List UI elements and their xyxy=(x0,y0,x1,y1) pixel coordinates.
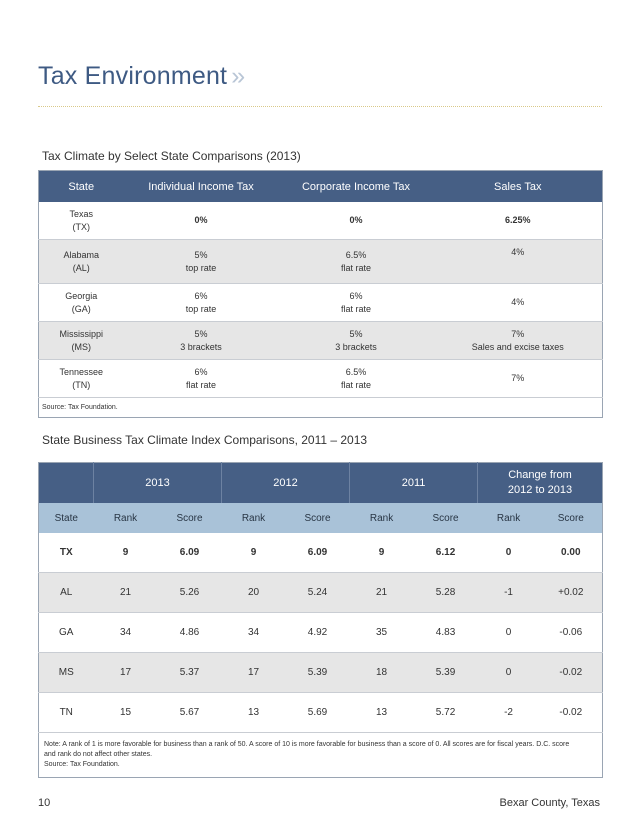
table-cell: 0 xyxy=(478,613,540,653)
table2-row-ms xyxy=(39,653,603,693)
table2-row-al xyxy=(39,573,603,613)
table1-header-state: State xyxy=(39,171,124,203)
table2-row-tn xyxy=(39,693,603,733)
state-cell xyxy=(39,240,124,284)
table-cell: 21 xyxy=(94,573,158,613)
table-cell: 4.92 xyxy=(286,613,350,653)
state-cell xyxy=(39,322,124,360)
sales-rate: 6.25% xyxy=(504,215,531,225)
income-cell xyxy=(124,322,279,360)
state-name: Mississippi xyxy=(59,328,103,339)
page-number: 10 xyxy=(38,797,51,809)
sales-rate: 4% xyxy=(511,247,525,257)
state-cell xyxy=(39,202,124,240)
table2-year-row xyxy=(39,463,603,504)
table1-row-tn xyxy=(39,360,603,398)
page-title xyxy=(38,62,245,91)
state-cell xyxy=(39,360,124,398)
table2-note-row xyxy=(39,733,603,778)
sales-note: Sales and excise taxes xyxy=(471,341,564,352)
table-cell: 0.00 xyxy=(540,533,603,573)
state-name: Tennessee xyxy=(59,366,104,377)
table2-source: Source: Tax Foundation. xyxy=(44,761,120,768)
subheader-state: State xyxy=(39,503,94,533)
subheader-score: Score xyxy=(286,503,350,533)
corporate-note: 3 brackets xyxy=(335,341,377,352)
page-title-text: Tax Environment xyxy=(38,62,228,90)
title-divider xyxy=(38,106,602,107)
table1-row-ms xyxy=(39,322,603,360)
table-cell: 5.28 xyxy=(414,573,478,613)
table1-header-row xyxy=(39,171,603,203)
table2-note xyxy=(39,733,603,778)
table1-row-al xyxy=(39,240,603,284)
income-rate: 6% xyxy=(194,290,208,301)
state-abbr: (TN) xyxy=(72,379,91,390)
subheader-score: Score xyxy=(540,503,603,533)
table-cell: 5.39 xyxy=(286,653,350,693)
sales-cell xyxy=(434,360,603,398)
table-cell: 9 xyxy=(222,533,286,573)
table1-source-row xyxy=(39,398,603,418)
table-cell: 13 xyxy=(222,693,286,733)
corporate-note: flat rate xyxy=(340,379,371,390)
table-cell: TN xyxy=(39,693,94,733)
corporate-rate: 5% xyxy=(349,328,363,339)
table-cell: 9 xyxy=(350,533,414,573)
state-abbr: (TX) xyxy=(72,221,90,232)
table-cell: 9 xyxy=(94,533,158,573)
table-cell: 0 xyxy=(478,533,540,573)
corporate-note: flat rate xyxy=(340,303,371,314)
table-cell: 17 xyxy=(94,653,158,693)
table-cell: 6.12 xyxy=(414,533,478,573)
table-cell: 20 xyxy=(222,573,286,613)
subheader-rank: Rank xyxy=(222,503,286,533)
income-note: 3 brackets xyxy=(180,341,222,352)
table-cell: 6.09 xyxy=(286,533,350,573)
change-header xyxy=(478,463,603,504)
state-abbr: (AL) xyxy=(72,262,90,273)
change-header-line1: Change from xyxy=(508,469,572,481)
table-cell: 18 xyxy=(350,653,414,693)
table2-title: State Business Tax Climate Index Comparisons, 2011 – 2013 xyxy=(42,433,368,447)
table-cell: 5.37 xyxy=(158,653,222,693)
sales-rate: 7% xyxy=(511,373,525,383)
corporate-cell xyxy=(279,284,434,322)
year-2013: 2013 xyxy=(94,463,222,504)
table-cell: 17 xyxy=(222,653,286,693)
table2-row-ga xyxy=(39,613,603,653)
income-rate: 5% xyxy=(194,328,208,339)
income-rate: 0% xyxy=(194,215,208,225)
corporate-rate: 6% xyxy=(349,290,363,301)
sales-rate: 4% xyxy=(511,297,525,307)
income-note: flat rate xyxy=(185,379,216,390)
state-abbr: (MS) xyxy=(71,341,91,352)
table-cell: MS xyxy=(39,653,94,693)
table-cell: 34 xyxy=(94,613,158,653)
corporate-cell xyxy=(279,240,434,284)
table1-header-corporate: Corporate Income Tax xyxy=(279,171,434,203)
subheader-score: Score xyxy=(158,503,222,533)
income-rate: 5% xyxy=(194,249,208,260)
table-cell: AL xyxy=(39,573,94,613)
income-cell xyxy=(124,360,279,398)
table2-subheader-row xyxy=(39,503,603,533)
table-cell: 34 xyxy=(222,613,286,653)
table1-header-sales: Sales Tax xyxy=(434,171,603,203)
sales-cell xyxy=(434,202,603,240)
table1-row-ga xyxy=(39,284,603,322)
corporate-rate: 0% xyxy=(349,215,363,225)
sales-cell xyxy=(434,322,603,360)
table-cell: 5.67 xyxy=(158,693,222,733)
sales-cell xyxy=(434,240,603,284)
business-tax-index-table xyxy=(38,462,603,778)
table-cell: 15 xyxy=(94,693,158,733)
note-line-1: Note: A rank of 1 is more favorable for business than a rank of 50. A score of 10 is more favorable for business than a score of 0. All scores are for fiscal years. D.C. score xyxy=(44,741,570,748)
table1-title: Tax Climate by Select State Comparisons (2013) xyxy=(42,149,301,163)
state-name: Texas xyxy=(69,208,93,219)
table-cell: 5.26 xyxy=(158,573,222,613)
table-cell: 0 xyxy=(478,653,540,693)
sales-cell xyxy=(434,284,603,322)
table-cell: -2 xyxy=(478,693,540,733)
corporate-rate: 6.5% xyxy=(345,366,367,377)
table-cell: 6.09 xyxy=(158,533,222,573)
income-note: top rate xyxy=(185,303,217,314)
subheader-rank: Rank xyxy=(350,503,414,533)
table-cell: 21 xyxy=(350,573,414,613)
table-cell: +0.02 xyxy=(540,573,603,613)
corporate-cell xyxy=(279,360,434,398)
table2-row-tx xyxy=(39,533,603,573)
table-cell: 5.24 xyxy=(286,573,350,613)
corporate-cell xyxy=(279,202,434,240)
subheader-score: Score xyxy=(414,503,478,533)
table-cell: 4.83 xyxy=(414,613,478,653)
subheader-rank: Rank xyxy=(94,503,158,533)
state-name: Georgia xyxy=(65,290,98,301)
income-rate: 6% xyxy=(194,366,208,377)
table-cell: 35 xyxy=(350,613,414,653)
note-line-2: and rank do not affect other states. xyxy=(44,751,153,758)
footer-location: Bexar County, Texas xyxy=(499,797,600,809)
state-name: Alabama xyxy=(63,249,100,260)
tax-climate-table xyxy=(38,170,603,418)
income-cell xyxy=(124,240,279,284)
table-cell: -0.02 xyxy=(540,693,603,733)
table-cell: -1 xyxy=(478,573,540,613)
corporate-cell xyxy=(279,322,434,360)
table1-row-tx xyxy=(39,202,603,240)
table1-source: Source: Tax Foundation. xyxy=(39,398,603,418)
table-cell: 5.72 xyxy=(414,693,478,733)
table-cell: 5.69 xyxy=(286,693,350,733)
table-cell: 13 xyxy=(350,693,414,733)
income-cell xyxy=(124,284,279,322)
table-cell: TX xyxy=(39,533,94,573)
title-chevron-icon: » xyxy=(231,62,246,90)
table-cell: GA xyxy=(39,613,94,653)
table-cell: -0.06 xyxy=(540,613,603,653)
table-cell: 4.86 xyxy=(158,613,222,653)
sales-rate: 7% xyxy=(511,328,525,339)
corporate-note: flat rate xyxy=(340,262,371,273)
table-cell: 5.39 xyxy=(414,653,478,693)
state-abbr: (GA) xyxy=(71,303,91,314)
table1-header-income: Individual Income Tax xyxy=(124,171,279,203)
table2-year-blank xyxy=(39,463,94,504)
income-note: top rate xyxy=(185,262,217,273)
table-cell: -0.02 xyxy=(540,653,603,693)
corporate-rate: 6.5% xyxy=(345,249,367,260)
year-2011: 2011 xyxy=(350,463,478,504)
year-2012: 2012 xyxy=(222,463,350,504)
subheader-rank: Rank xyxy=(478,503,540,533)
change-header-line2: 2012 to 2013 xyxy=(507,484,573,496)
state-cell xyxy=(39,284,124,322)
income-cell xyxy=(124,202,279,240)
